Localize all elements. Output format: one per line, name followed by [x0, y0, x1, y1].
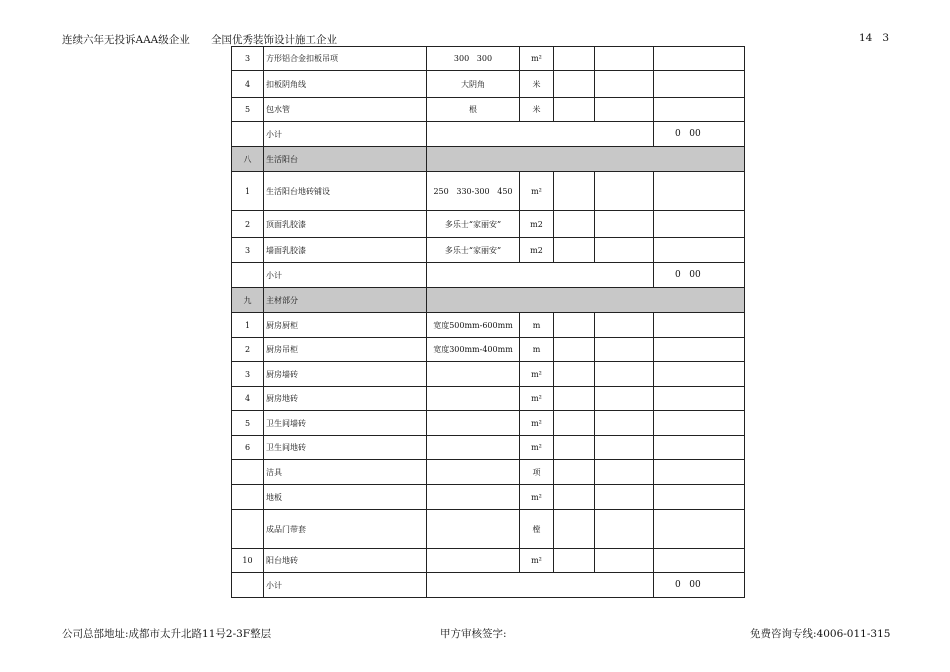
- item-amount: [654, 485, 745, 510]
- table-row: [232, 71, 745, 98]
- item-name: 生活阳台: [264, 147, 427, 172]
- item-quantity: [554, 387, 595, 411]
- item-spec: 根: [427, 98, 520, 122]
- section-fill: [427, 147, 745, 172]
- item-quantity: [554, 510, 595, 549]
- item-name: 地板: [264, 485, 427, 510]
- table-row: [232, 485, 745, 510]
- item-amount: [654, 460, 745, 485]
- item-amount: [654, 313, 745, 338]
- subtotal-amount: 0 00: [654, 573, 745, 598]
- item-price: [595, 172, 654, 211]
- item-quantity: [554, 71, 595, 98]
- item-unit: 米: [520, 98, 554, 122]
- item-amount: [654, 172, 745, 211]
- item-amount: [654, 436, 745, 460]
- item-spec: [427, 411, 520, 436]
- item-amount: [654, 338, 745, 362]
- item-unit: m²: [520, 411, 554, 436]
- item-price: [595, 460, 654, 485]
- row-number: 4: [232, 387, 264, 411]
- item-name: 主材部分: [264, 288, 427, 313]
- item-quantity: [554, 172, 595, 211]
- item-quantity: [554, 338, 595, 362]
- table-row: [232, 98, 745, 122]
- item-amount: [654, 387, 745, 411]
- item-price: [595, 362, 654, 387]
- section-row: [232, 147, 745, 172]
- item-unit: m²: [520, 387, 554, 411]
- table-row: [232, 172, 745, 211]
- client-signature-label: 甲方审核签字:: [440, 628, 507, 640]
- item-unit: m²: [520, 549, 554, 573]
- item-spec: 多乐士“家丽安”: [427, 211, 520, 238]
- row-number: 2: [232, 338, 264, 362]
- item-spec: [427, 549, 520, 573]
- item-spec: [427, 510, 520, 549]
- item-amount: [654, 411, 745, 436]
- item-unit: 樘: [520, 510, 554, 549]
- item-spec: [427, 387, 520, 411]
- row-number: 3: [232, 47, 264, 71]
- item-unit: m: [520, 338, 554, 362]
- item-name: 生活阳台地砖铺设: [264, 172, 427, 211]
- table-row: [232, 47, 745, 71]
- item-unit: m²: [520, 47, 554, 71]
- item-spec: 多乐士“家丽安”: [427, 238, 520, 263]
- item-unit: 米: [520, 71, 554, 98]
- item-price: [595, 71, 654, 98]
- item-amount: [654, 362, 745, 387]
- company-address: 公司总部地址:成都市太升北路11号2-3F整层: [62, 628, 272, 640]
- item-name: 小计: [264, 263, 427, 288]
- item-unit: m²: [520, 172, 554, 211]
- table-row: [232, 411, 745, 436]
- item-amount: [654, 238, 745, 263]
- row-number: [232, 460, 264, 485]
- item-spec: 250 330-300 450: [427, 172, 520, 211]
- item-name: 小计: [264, 122, 427, 147]
- subtotal-row: [232, 263, 745, 288]
- item-unit: m: [520, 313, 554, 338]
- item-price: [595, 411, 654, 436]
- item-name: 扣板阴角线: [264, 71, 427, 98]
- table-row: [232, 211, 745, 238]
- item-price: [595, 98, 654, 122]
- item-quantity: [554, 436, 595, 460]
- item-price: [595, 436, 654, 460]
- row-number: [232, 122, 264, 147]
- subtotal-row: [232, 573, 745, 598]
- item-price: [595, 313, 654, 338]
- item-spec: 宽度300mm-400mm: [427, 338, 520, 362]
- row-number: 1: [232, 172, 264, 211]
- section-fill: [427, 288, 745, 313]
- item-spec: [427, 485, 520, 510]
- item-name: 成品门带套: [264, 510, 427, 549]
- row-number: 八: [232, 147, 264, 172]
- item-quantity: [554, 238, 595, 263]
- row-number: 3: [232, 238, 264, 263]
- row-number: 5: [232, 411, 264, 436]
- slogan-aaa: 连续六年无投诉AAA级企业: [62, 34, 190, 46]
- item-price: [595, 211, 654, 238]
- item-amount: [654, 47, 745, 71]
- item-amount: [654, 510, 745, 549]
- subtotal-amount: 0 00: [654, 263, 745, 288]
- row-number: 1: [232, 313, 264, 338]
- item-price: [595, 387, 654, 411]
- section-row: [232, 288, 745, 313]
- table-row: [232, 313, 745, 338]
- item-amount: [654, 71, 745, 98]
- item-spec: 宽度500mm-600mm: [427, 313, 520, 338]
- item-unit: 项: [520, 460, 554, 485]
- item-name: 厨房墙砖: [264, 362, 427, 387]
- item-price: [595, 510, 654, 549]
- subtotal-row: [232, 122, 745, 147]
- item-quantity: [554, 549, 595, 573]
- page-number: 14 3: [859, 32, 890, 44]
- item-price: [595, 338, 654, 362]
- row-number: [232, 263, 264, 288]
- item-quantity: [554, 98, 595, 122]
- row-number: 5: [232, 98, 264, 122]
- row-number: 10: [232, 549, 264, 573]
- item-name: 顶面乳胶漆: [264, 211, 427, 238]
- table-row: [232, 549, 745, 573]
- item-name: 方形铝合金扣板吊项: [264, 47, 427, 71]
- item-name: 阳台地砖: [264, 549, 427, 573]
- item-price: [595, 47, 654, 71]
- row-number: 6: [232, 436, 264, 460]
- table-row: [232, 460, 745, 485]
- item-spec: [427, 436, 520, 460]
- item-name: 卫生间墙砖: [264, 411, 427, 436]
- item-price: [595, 485, 654, 510]
- table-row: [232, 436, 745, 460]
- item-price: [595, 238, 654, 263]
- quotation-table: [231, 46, 745, 598]
- item-amount: [654, 549, 745, 573]
- item-name: 厨房地砖: [264, 387, 427, 411]
- item-quantity: [554, 362, 595, 387]
- row-number: 3: [232, 362, 264, 387]
- row-number: 2: [232, 211, 264, 238]
- item-quantity: [554, 313, 595, 338]
- table-row: [232, 238, 745, 263]
- item-spec: [427, 362, 520, 387]
- table-row: [232, 510, 745, 549]
- item-unit: m2: [520, 238, 554, 263]
- item-name: 洁具: [264, 460, 427, 485]
- item-spec: 300 300: [427, 47, 520, 71]
- table-row: [232, 362, 745, 387]
- item-quantity: [554, 47, 595, 71]
- item-price: [595, 549, 654, 573]
- item-unit: m2: [520, 211, 554, 238]
- item-quantity: [554, 211, 595, 238]
- item-spec: 大阴角: [427, 71, 520, 98]
- consultation-hotline: 免费咨询专线:4006-011-315: [750, 628, 891, 640]
- item-quantity: [554, 411, 595, 436]
- item-unit: m²: [520, 436, 554, 460]
- subtotal-span: [427, 122, 654, 147]
- item-name: 厨房吊柜: [264, 338, 427, 362]
- item-name: 小计: [264, 573, 427, 598]
- row-number: 九: [232, 288, 264, 313]
- subtotal-span: [427, 573, 654, 598]
- item-quantity: [554, 485, 595, 510]
- item-name: 厨房厨柜: [264, 313, 427, 338]
- item-quantity: [554, 460, 595, 485]
- item-unit: m²: [520, 485, 554, 510]
- table-row: [232, 387, 745, 411]
- item-amount: [654, 98, 745, 122]
- item-unit: m²: [520, 362, 554, 387]
- table-row: [232, 338, 745, 362]
- subtotal-amount: 0 00: [654, 122, 745, 147]
- item-name: 包水管: [264, 98, 427, 122]
- item-amount: [654, 211, 745, 238]
- item-spec: [427, 460, 520, 485]
- row-number: 4: [232, 71, 264, 98]
- item-name: 墙面乳胶漆: [264, 238, 427, 263]
- row-number: [232, 573, 264, 598]
- row-number: [232, 485, 264, 510]
- row-number: [232, 510, 264, 549]
- item-name: 卫生间地砖: [264, 436, 427, 460]
- subtotal-span: [427, 263, 654, 288]
- slogan-excellent: 全国优秀装饰设计施工企业: [211, 34, 337, 46]
